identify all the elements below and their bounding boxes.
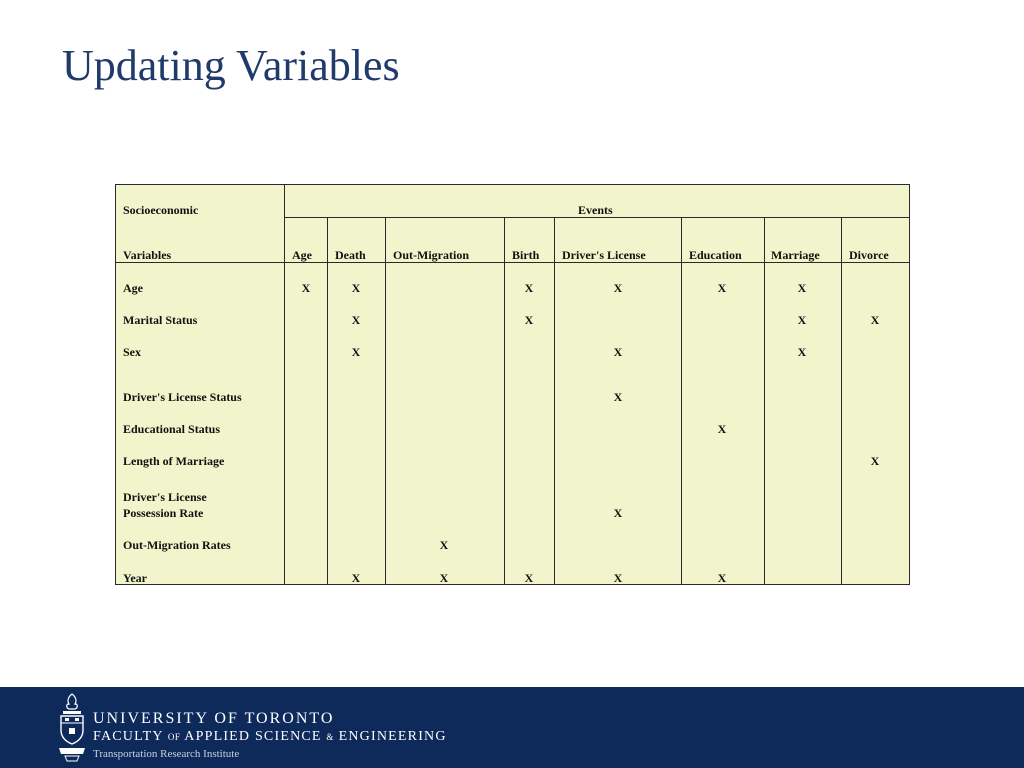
col-divider-7 (841, 217, 842, 585)
col-header-death: Death (335, 248, 366, 262)
header-variables: Variables (123, 248, 172, 262)
mark-dls-drivers-license: X (613, 390, 623, 404)
mark-marital-birth: X (524, 313, 534, 327)
col-divider-1 (327, 217, 328, 585)
row-label-drivers-license-status: Driver's License Status (123, 390, 242, 404)
university-name: UNIVERSITY OF TORONTO (93, 710, 335, 727)
mark-lom-divorce: X (870, 454, 880, 468)
row-label-drivers-license-possession-line2: Possession Rate (123, 506, 204, 520)
slide-title: Updating Variables (62, 41, 400, 90)
col-divider-6 (764, 217, 765, 585)
mark-age-birth: X (524, 281, 534, 295)
row-label-marital-status: Marital Status (123, 313, 198, 327)
mark-marital-death: X (351, 313, 361, 327)
faculty-engineering: ENGINEERING (338, 729, 447, 744)
variables-events-table (115, 184, 910, 585)
mark-age-education: X (717, 281, 727, 295)
row-label-drivers-license-possession-line1: Driver's License (123, 490, 207, 504)
mark-age-drivers-license: X (613, 281, 623, 295)
col-divider-2 (385, 217, 386, 585)
row-label-sex: Sex (123, 345, 141, 359)
mark-sex-drivers-license: X (613, 345, 623, 359)
row-label-length-of-marriage: Length of Marriage (123, 454, 225, 468)
col-header-age: Age (292, 248, 312, 262)
col-divider-4 (554, 217, 555, 585)
header-events: Events (578, 203, 613, 217)
mark-marital-marriage: X (797, 313, 807, 327)
col-header-out-migration: Out-Migration (393, 248, 469, 262)
institute-name: Transportation Research Institute (93, 748, 240, 760)
mark-sex-marriage: X (797, 345, 807, 359)
row-label-educational-status: Educational Status (123, 422, 221, 436)
faculty-applied-science: APPLIED SCIENCE (184, 729, 322, 744)
university-crest-icon (57, 692, 87, 764)
mark-marital-divorce: X (870, 313, 880, 327)
faculty-name (93, 729, 447, 745)
mark-age-marriage: X (797, 281, 807, 295)
mark-omr-out-migration: X (439, 538, 449, 552)
faculty-word: FACULTY (93, 729, 164, 744)
col-header-marriage: Marriage (771, 248, 820, 262)
faculty-of: OF (167, 732, 181, 742)
row-label-age: Age (123, 281, 143, 295)
label-column-divider (284, 185, 285, 585)
header-socioeconomic: Socioeconomic (123, 203, 199, 217)
mark-age-age: X (301, 281, 311, 295)
mark-year-birth: X (524, 571, 534, 585)
col-divider-3 (504, 217, 505, 585)
mark-year-education: X (717, 571, 727, 585)
mark-year-death: X (351, 571, 361, 585)
col-header-education: Education (689, 248, 742, 262)
col-divider-5 (681, 217, 682, 585)
mark-year-out-migration: X (439, 571, 449, 585)
col-header-birth: Birth (512, 248, 540, 262)
mark-dlpr-drivers-license: X (613, 506, 623, 520)
mark-sex-death: X (351, 345, 361, 359)
mark-edu-education: X (717, 422, 727, 436)
mark-year-drivers-license: X (613, 571, 623, 585)
col-header-drivers-license: Driver's License (562, 248, 646, 262)
row-label-year: Year (123, 571, 147, 585)
col-header-divorce: Divorce (849, 248, 889, 262)
footer-banner (0, 687, 1024, 768)
faculty-ampersand: & (326, 732, 334, 742)
row-label-out-migration-rates: Out-Migration Rates (123, 538, 231, 552)
mark-age-death: X (351, 281, 361, 295)
